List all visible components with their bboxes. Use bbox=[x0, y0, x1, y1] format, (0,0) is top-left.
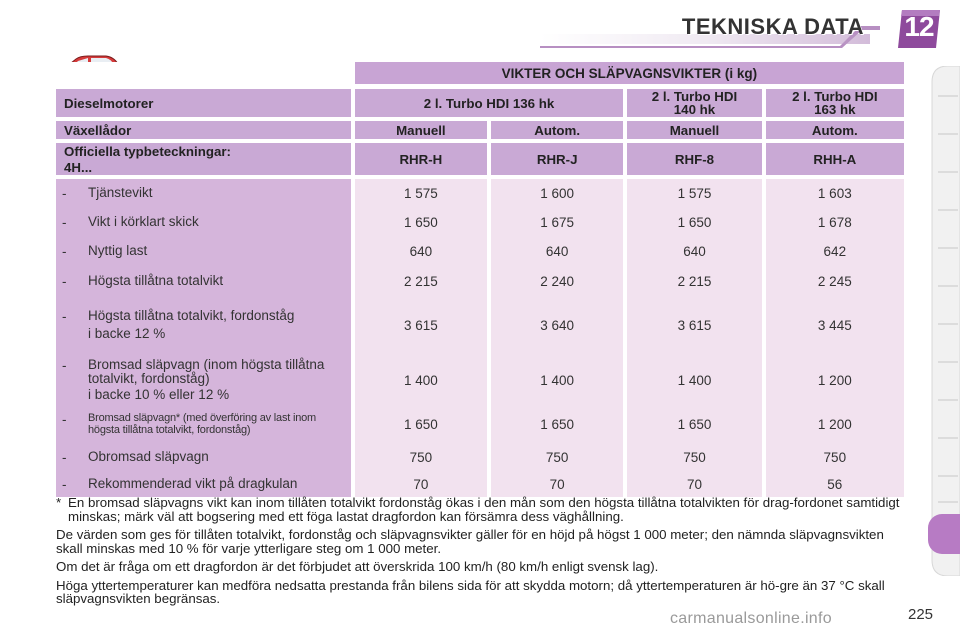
row-value: 642 bbox=[766, 237, 904, 266]
row-value: 750 bbox=[766, 442, 904, 472]
row-value: 70 bbox=[627, 472, 765, 497]
row-value: 3 615 bbox=[355, 296, 491, 354]
chapter-number: 12 bbox=[904, 11, 934, 42]
row-value: 2 240 bbox=[491, 266, 627, 296]
row-label: Rekommenderad vikt på dragkulan bbox=[88, 476, 298, 491]
row-value: 2 215 bbox=[355, 266, 491, 296]
row-value: 750 bbox=[355, 442, 491, 472]
row-value: 1 400 bbox=[355, 354, 491, 406]
row-value: 3 640 bbox=[491, 296, 627, 354]
row-value: 3 445 bbox=[766, 296, 904, 354]
note-paragraph: Höga yttertemperaturer kan medföra nedsatta prestanda från bilens sida för att skydda motorn; då yttertemperaturen är hö-gre än 37 °C skall släpvagnsvikten begränsas. bbox=[56, 577, 885, 606]
row-dash: - bbox=[62, 412, 67, 427]
type-col-3: RHF-8 bbox=[627, 143, 765, 179]
row-value: 1 600 bbox=[491, 179, 627, 208]
row-value: 1 200 bbox=[766, 354, 904, 406]
table-row bbox=[56, 296, 904, 354]
row-label: Bromsad släpvagn* (med överföring av last inom högsta tillåtna totalvikt, fordonståg) bbox=[88, 412, 317, 436]
row-dash: - bbox=[62, 309, 67, 324]
note-paragraph: Om det är fråga om ett dragfordon är det förbjudet att överskrida 100 km/h (80 km/h enligt svensk lag). bbox=[56, 559, 659, 574]
gearbox-col-1: Manuell bbox=[355, 121, 491, 143]
row-dash: - bbox=[62, 273, 67, 289]
table-row bbox=[56, 472, 904, 497]
table-title: VIKTER OCH SLÄPVAGNSVIKTER (i kg) bbox=[355, 62, 904, 89]
table-row bbox=[56, 179, 904, 208]
gearbox-label: Växellådor bbox=[56, 121, 355, 143]
chapter-tab-active[interactable] bbox=[928, 514, 960, 554]
gearbox-col-2: Autom. bbox=[491, 121, 627, 143]
row-label-sub: i backe 10 % eller 12 % bbox=[88, 387, 230, 402]
row-value: 750 bbox=[491, 442, 627, 472]
row-dash: - bbox=[62, 186, 67, 201]
row-label: Högsta tillåtna totalvikt, fordonståg bbox=[88, 308, 295, 323]
row-value: 1 650 bbox=[627, 208, 765, 237]
row-value: 1 650 bbox=[491, 406, 627, 442]
row-value: 1 650 bbox=[355, 406, 491, 442]
row-value: 1 400 bbox=[491, 354, 627, 406]
table-row bbox=[56, 237, 904, 266]
row-value: 3 615 bbox=[627, 296, 765, 354]
table-row bbox=[56, 354, 904, 406]
table-row bbox=[56, 442, 904, 472]
engine-col-1: 2 l. Turbo HDI 136 hk bbox=[355, 89, 628, 121]
row-value: 640 bbox=[491, 237, 627, 266]
table-row bbox=[56, 406, 904, 442]
row-value: 2 215 bbox=[627, 266, 765, 296]
row-value: 1 650 bbox=[627, 406, 765, 442]
weights-table bbox=[56, 62, 904, 497]
row-value: 1 603 bbox=[766, 179, 904, 208]
page-number: 225 bbox=[908, 606, 934, 623]
row-label-sub: i backe 12 % bbox=[88, 326, 166, 341]
row-label: Nyttig last bbox=[88, 243, 148, 258]
engine-col-2: 2 l. Turbo HDI 140 hk bbox=[627, 89, 765, 121]
row-value: 1 400 bbox=[627, 354, 765, 406]
type-label-line-2: 4H... bbox=[64, 159, 93, 175]
type-label bbox=[56, 143, 355, 179]
type-col-1: RHR-H bbox=[355, 143, 491, 179]
type-col-2: RHR-J bbox=[491, 143, 627, 179]
gearbox-col-4: Autom. bbox=[766, 121, 904, 143]
row-label: Högsta tillåtna totalvikt bbox=[88, 272, 224, 288]
row-value: 640 bbox=[355, 237, 491, 266]
chapter-tab-strip bbox=[928, 66, 960, 576]
row-label: Bromsad släpvagn (inom högsta tillåtna totalvikt, fordonståg) bbox=[88, 357, 325, 386]
footnote bbox=[56, 496, 908, 523]
row-value: 70 bbox=[491, 472, 627, 497]
watermark: carmanualsonline.info bbox=[670, 610, 832, 627]
gearbox-col-3: Manuell bbox=[627, 121, 765, 143]
row-dash: - bbox=[62, 215, 67, 230]
table-row bbox=[56, 208, 904, 237]
table-row bbox=[56, 266, 904, 296]
row-label: Tjänstevikt bbox=[88, 185, 153, 200]
footnote-text: En bromsad släpvagns vikt kan inom tillåten totalvikt fordonståg ökas i den mån som den högsta tillåtna totalvikten för drag-fordonet samtidigt minskas; märk väl att bogsering med ett föga lastat dragfordon kan försämra dess väghållning. bbox=[68, 495, 900, 524]
footnote-star: * bbox=[56, 495, 62, 510]
type-label-line-1: Officiella typbeteckningar: bbox=[64, 143, 231, 159]
type-col-4: RHH-A bbox=[766, 143, 904, 179]
row-value: 2 245 bbox=[766, 266, 904, 296]
row-value: 750 bbox=[627, 442, 765, 472]
row-value: 56 bbox=[766, 472, 904, 497]
row-value: 70 bbox=[355, 472, 491, 497]
row-value: 1 678 bbox=[766, 208, 904, 237]
notes-section bbox=[56, 496, 908, 611]
row-dash: - bbox=[62, 449, 67, 465]
page-title: TEKNISKA DATA bbox=[681, 14, 864, 39]
row-value: 1 200 bbox=[766, 406, 904, 442]
row-value: 1 675 bbox=[491, 208, 627, 237]
row-label: Obromsad släpvagn bbox=[88, 448, 209, 464]
engine-label: Dieselmotorer bbox=[56, 89, 355, 121]
engine-col-3: 2 l. Turbo HDI 163 hk bbox=[766, 89, 904, 121]
row-dash: - bbox=[62, 358, 67, 373]
row-label: Vikt i körklart skick bbox=[88, 214, 199, 229]
row-dash: - bbox=[62, 244, 67, 259]
note-paragraph: De värden som ges för tillåten totalvikt, fordonståg och släpvagnsvikter gäller för en höjd på högst 1 000 meter; den nämnda släpvagnsvikten skall minskas med 10 % för varje ytterligare steg om 1 000 meter. bbox=[56, 527, 884, 556]
row-dash: - bbox=[62, 477, 67, 492]
row-value: 1 650 bbox=[355, 208, 491, 237]
row-value: 1 575 bbox=[627, 179, 765, 208]
row-value: 1 575 bbox=[355, 179, 491, 208]
row-value: 640 bbox=[627, 237, 765, 266]
